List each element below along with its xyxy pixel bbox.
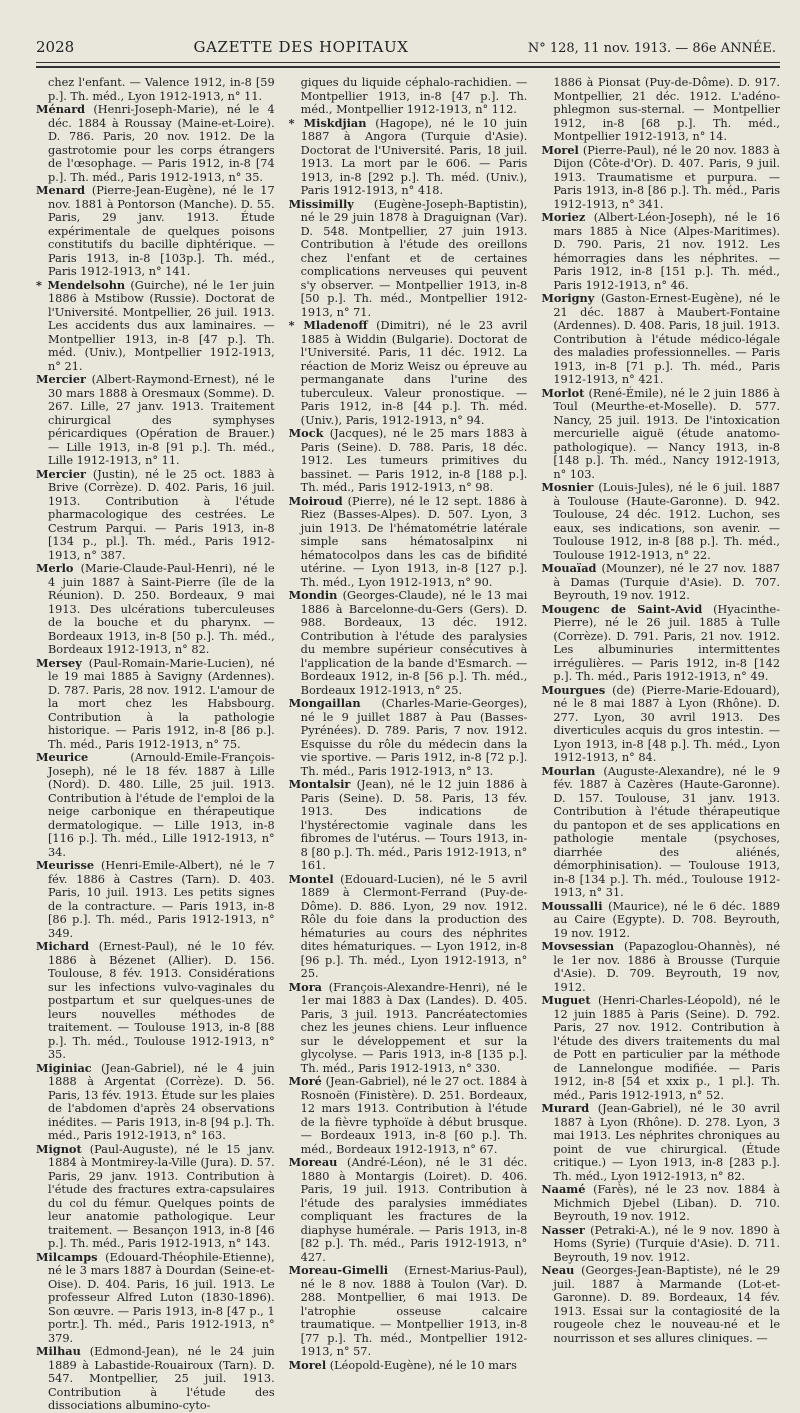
thesis-entry [541, 684, 780, 765]
author-name: Mondin [288, 588, 338, 602]
author-name: Moriez [541, 210, 586, 224]
thesis-entry [541, 562, 780, 603]
thesis-entry [541, 765, 780, 900]
author-name: Montel [288, 871, 334, 886]
author-name: Moiroud [288, 493, 343, 508]
entry-text: (Edmond-Jean), né le 24 juin 1889 à Labastide-Rouairoux (Tarn). D. 547. Montpellier, 25 juil. 1913. Contribution à l'étude des dissociations albumino-cyto- [48, 1345, 275, 1412]
entry-text: (Jacques), né le 25 mars 1883 à Paris (Seine). D. 788. Paris, 18 déc. 1912. Les tumeurs primitives du bassinet. — Paris 1912, in-8 [188 p.]. Th. méd., Paris 1912-1913, n° 98. [300, 427, 528, 494]
entry-text: (Petraki-A.), né le 9 nov. 1890 à Homs (Syrie) (Turquie d'Asie). D. 711. Beyrouth, 19 nov. 1912. [553, 1223, 781, 1264]
entry-text: (Georges-Jean-Baptiste), né le 29 juil. 1887 à Marmande (Lot-et-Garonne). D. 89. Bordeaux, 14 fév. 1913. Essai sur la contagiosité de la rougeole chez le nouveau-né et le nourrisson et ses allures cliniques. — [553, 1264, 781, 1345]
author-name: Neau [541, 1263, 575, 1277]
thesis-entry [541, 387, 780, 482]
thesis-entry [289, 1264, 528, 1359]
page-header [36, 38, 776, 60]
thesis-entry [289, 1156, 528, 1264]
thesis-entry [36, 657, 275, 752]
author-name: Moreau [288, 1155, 338, 1169]
thesis-entry [289, 1359, 528, 1373]
entry-text: (Georges-Claude), né le 13 mai 1886 à Barcelonne-du-Gers (Gers). D. 988. Bordeaux, 13 déc. 1912. Contribution à l'étude des paralysies du membre supérieur consécutives à l'application de la bande d'Esmarch. — Bordeaux 1912, in-8 [56 p.]. Th. méd., Bordeaux 1912-1913, n° 25. [300, 589, 528, 697]
thesis-entry [36, 859, 275, 940]
entry-text: (de) (Pierre-Marie-Edouard), né le 8 mai 1887 à Lyon (Rhône). D. 277. Lyon, 30 avril 1913. Des diverticules acquis du gros intestin. — Lyon 1913, in-8 [48 p.]. Th. méd., Lyon 1912-1913, n° 84. [553, 683, 781, 764]
journal-title: GAZETTE DES HOPITAUX [193, 38, 409, 56]
column-2 [288, 76, 528, 1372]
thesis-entry [541, 481, 780, 562]
entry-text: (Henri-Emile-Albert), né le 7 fév. 1886 à Castres (Tarn). D. 403. Paris, 10 juil. 1913. Les petits signes de la contracture. — Paris 1913, in-8 [86 p.]. Th. méd., Paris 1912-1913, n° 349. [48, 859, 275, 940]
author-name: Murard [541, 1101, 590, 1115]
entry-text: chez l'enfant. — Valence 1912, in-8 [59 p.]. Th. méd., Lyon 1912-1913, n° 11. [48, 76, 275, 103]
author-name: Moreau-Gimelli [288, 1263, 389, 1277]
thesis-entry [36, 1062, 275, 1143]
entry-text: (Henri-Charles-Léopold), né le 12 juin 1885 à Paris (Seine). D. 792. Paris, 27 nov. 1912. Contribution à l'étude des divers traitements du mal de Pott en particulier par la méthode de Lannelongue modifiée. — Paris 1912, in-8 [54 et xxix p., 1 pl.]. Th. méd., Paris 1912-1913, n° 52. [553, 994, 781, 1102]
author-name: Merlo [36, 561, 74, 575]
entry-text: (Edouard-Théophile-Etienne), né le 3 mars 1887 à Dourdan (Seine-et-Oise). D. 404. Paris, 16 juil. 1913. Le professeur Alfred Luton (1830-1896). Son œuvre. — Paris 1913, in-8 [47 p., 1 portr.]. Th. méd., Paris 1912-1913, n° 379. [48, 1250, 275, 1345]
column-3 [541, 76, 781, 1345]
author-name: Missimilly [288, 196, 354, 211]
thesis-entry [36, 76, 275, 103]
author-name: Morigny [541, 291, 595, 305]
thesis-entry [541, 292, 780, 387]
thesis-entry [289, 697, 528, 778]
thesis-entry [36, 184, 275, 279]
author-name: Milcamps [36, 1249, 98, 1264]
entry-text: (Dimitri), né le 23 avril 1885 à Widdin (Bulgarie). Doctorat de l'Université. Paris, 11 déc. 1912. La réaction de Moriz Weisz ou épreuve au permanganate dans l'urine des tuberculeux. Valeur pronostique. — Paris 1912, in-8 [44 p.]. Th. méd. (Univ.), Paris, 1912-1913, n° 94. [300, 319, 528, 427]
entry-text: (Eugène-Joseph-Baptistin), né le 29 juin 1878 à Draguignan (Var). D. 548. Montpellier, 27 juin 1913. Contribution à l'étude des oreillons chez l'enfant et de certaines complications nerveuses qui peuvent s'y observer. — Montpellier 1913, in-8 [50 p.]. Th. méd., Montpellier 1912-1913, n° 71. [300, 197, 528, 319]
entry-text: (Guirche), né le 1er juin 1886 à Mstibow (Russie). Doctorat de l'Université. Montpellier, 26 juil. 1913. Les accidents dus aux laminaires. — Montpellier 1913, in-8 [47 p.]. Th. méd. (Univ.), Montpellier 1912-1913, n° 21. [48, 278, 275, 373]
thesis-entry [289, 873, 528, 981]
thesis-entry [289, 778, 528, 873]
entry-text: (Arnould-Emile-François-Joseph), né le 18 fév. 1887 à Lille (Nord). D. 480. Lille, 25 juil. 1913. Contribution à l'étude de l'emploi de la neige carbonique en thérapeutique dermatologique. — Lille 1913, in-8 [116 p.]. Th. méd., Lille 1912-1913, n° 34. [48, 751, 275, 859]
author-name: Mercier [36, 372, 86, 386]
entry-text: (Paul-Auguste), né le 15 janv. 1884 à Montmirey-la-Ville (Jura). D. 57. Paris, 29 janv. 1913. Contribution à l'étude des fractures extra-capsulaires du col du fémur. Quelques points de leur anatomie pathologique. Leur traitement. — Besançon 1913, in-8 [46 p.]. Th. méd., Paris 1912-1913, n° 143. [48, 1142, 275, 1250]
author-name: * Mladenoff [288, 318, 368, 332]
entry-text: (Ernest-Paul), né le 10 fév. 1886 à Bézenet (Allier). D. 156. Toulouse, 8 fév. 1913. Considérations sur les infections vulvo-vaginales du postpartum et sur quelques-unes de leurs nouvelles méthodes de traitement. — Toulouse 1913, in-8 [88 p.]. Th. méd., Toulouse 1912-1913, n° 35. [48, 940, 275, 1061]
thesis-entry [541, 940, 780, 994]
entry-text: (Henri-Joseph-Marie), né le 4 déc. 1884 à Roussay (Maine-et-Loire). D. 786. Paris, 20 nov. 1912. De la gastrotomie pour les corps étrangers de l'œsophage. — Paris 1912, in-8 [74 p.]. Th. méd., Paris 1912-1913, n° 35. [48, 103, 275, 184]
entry-text: (Maurice), né le 6 déc. 1889 au Caire (Egypte). D. 708. Beyrouth, 19 nov. 1912. [553, 899, 781, 940]
thesis-entry [36, 103, 275, 184]
thesis-entry [36, 940, 275, 1062]
entry-text: (Jean-Gabriel), né le 30 avril 1887 à Lyon (Rhône). D. 278. Lyon, 3 mai 1913. Les néphrites chroniques au point de vue chirurgical. (Étude critique.) — Lyon 1913, in-8 [283 p.]. Th. méd., Lyon 1912-1913, n° 82. [553, 1102, 781, 1183]
author-name: Morel [288, 1357, 327, 1372]
page-number: 2028 [36, 38, 75, 56]
thesis-entry [289, 198, 528, 320]
entry-text: (Pierre-Paul), né le 20 nov. 1883 à Dijon (Côte-d'Or). D. 407. Paris, 9 juil. 1913. Traumatisme et purpura. — Paris 1913, in-8 [86 p.]. Th. méd., Paris 1912-1913, n° 341. [553, 143, 781, 211]
author-name: Moussalli [541, 898, 603, 913]
thesis-entry [36, 279, 275, 374]
entry-text: (Pierre-Jean-Eugène), né le 17 nov. 1881 à Pontorson (Manche). D. 55. Paris, 29 janv. 1913. Étude expérimentale de quelques poisons constitutifs du bacille diphtérique. — Paris 1913, in-8 [103p.]. Th. méd., Paris 1912-1913, n° 141. [48, 184, 275, 278]
thesis-entry [36, 468, 275, 563]
thesis-entry [289, 117, 528, 198]
author-name: Mourlan [541, 763, 596, 778]
entry-text: (Papazoglou-Ohannès), né le 1er nov. 1886 à Brousse (Turquie d'Asie). D. 709. Beyrouth, 19 nov, 1912. [553, 940, 781, 994]
thesis-entry [36, 562, 275, 657]
thesis-entry [289, 981, 528, 1076]
author-name: Menard [36, 183, 86, 197]
thesis-entry [541, 1102, 780, 1183]
author-name: Morlot [541, 385, 585, 400]
entry-text: (Jean), né le 12 juin 1886 à Paris (Seine). D. 58. Paris, 13 fév. 1913. Des indications de l'hystérectomie vaginale dans les fibromes de l'utérus. — Tours 1913, in-8 [80 p.]. Th. méd., Paris 1912-1913, n° 161. [300, 778, 528, 872]
thesis-entry [289, 319, 528, 427]
author-name: Mignot [36, 1141, 82, 1156]
thesis-entry [541, 1264, 780, 1345]
thesis-entry [541, 1224, 780, 1265]
entry-text: (Ernest-Marius-Paul), né le 8 nov. 1888 à Toulon (Var). D. 288. Montpellier, 6 mai 1913. De l'atrophie osseuse calcaire traumatique. — Montpellier 1913, in-8 [77 p.]. Th. méd., Montpellier 1912-1913, n° 57. [300, 1264, 528, 1358]
author-name: Muguet [541, 993, 591, 1007]
entry-text: (Jean-Gabriel), né le 4 juin 1888 à Argentat (Corrèze). D. 56. Paris, 13 fév. 1913. Étude sur les plaies de l'abdomen d'après 24 observations inédites. — Paris 1913, in-8 [94 p.]. Th. méd., Paris 1912-1913, n° 163. [48, 1061, 275, 1142]
author-name: Mosnier [541, 480, 594, 494]
author-name: Mora [288, 979, 322, 994]
thesis-entry [541, 994, 780, 1102]
author-name: Ménard [36, 102, 86, 116]
thesis-entry [541, 144, 780, 212]
entry-text: (Charles-Marie-Georges), né le 9 juillet 1887 à Pau (Basses-Pyrénées). D. 789. Paris, 7 nov. 1912. Esquisse du rôle du médecin dans la vie sportive. — Paris 1912, in-8 [72 p.]. Th. méd., Paris 1912-1913, n° 13. [300, 697, 528, 778]
entry-text: (André-Léon), né le 31 déc. 1880 à Montargis (Loiret). D. 406. Paris, 19 juil. 1913. Contribution à l'étude des paralysies immédiates compliquant les fractures de la diaphyse humérale. — Paris 1913, in-8 [82 p.]. Th. méd., Paris 1912-1913, n° 427. [300, 1156, 528, 1264]
thesis-entry [36, 373, 275, 468]
author-name: Mongaillan [288, 696, 361, 710]
author-name: Milhau [36, 1344, 81, 1358]
thesis-entry [36, 751, 275, 859]
author-name: Nasser [541, 1222, 585, 1237]
column-1 [36, 76, 275, 1412]
entry-text: (Hagope), né le 10 juin 1887 à Angora (Turquie d'Asie). Doctorat de l'Université. Paris, 18 juil. 1913. La mort par le 606. — Paris 1913, in-8 [292 p.]. Th. méd. (Univ.), Paris 1912-1913, n° 418. [300, 116, 528, 197]
text-columns [36, 76, 781, 1412]
author-name: Mourgues [541, 682, 606, 697]
thesis-entry [289, 589, 528, 697]
entry-text: (Farès), né le 23 nov. 1884 à Michmich Djebel (Liban). D. 710. Beyrouth, 19 nov. 1912. [553, 1183, 781, 1223]
entry-text: (Marie-Claude-Paul-Henri), né le 4 juin 1887 à Saint-Pierre (île de la Réunion). D. 250. Bordeaux, 9 mai 1913. Des ulcérations tuberculeuses de la bouche et du pharynx. — Bordeaux 1913, in-8 [50 p.]. Th. méd., Bordeaux 1912-1913, n° 82. [48, 562, 275, 656]
author-name: Mock [288, 426, 324, 440]
entry-text: (Louis-Jules), né le 6 juil. 1887 à Toulouse (Haute-Garonne). D. 942. Toulouse, 24 déc. 1912. Luchon, ses eaux, ses indications, son avenir. — Toulouse 1912, in-8 [88 p.]. Th. méd., Toulouse 1912-1913, n° 22. [553, 481, 781, 562]
entry-text: (Hyacinthe-Pierre), né le 26 juil. 1885 à Tulle (Corrèze). D. 791. Paris, 21 nov. 1912. Les albuminuries intermittentes irrégulières. — Paris 1912, in-8 [142 p.]. Th. méd., Paris 1912-1913, n° 49. [553, 602, 781, 683]
author-name: * Miskdjian [288, 115, 367, 130]
entry-text: 1886 à Pionsat (Puy-de-Dôme). D. 917. Montpellier, 21 déc. 1912. L'adéno-phlegmon sus-sternal. — Montpellier 1912, in-8 [68 p.]. Th. méd., Montpellier 1912-1913, n° 14. [553, 76, 781, 143]
thesis-entry [289, 1075, 528, 1156]
thesis-entry [36, 1143, 275, 1251]
author-name: Mougenc de Saint-Avid [541, 601, 703, 616]
issue-info: N° 128, 11 nov. 1913. — 86e ANNÉE. [527, 41, 776, 56]
entry-text: (Albert-Léon-Joseph), né le 16 mars 1885 à Nice (Alpes-Maritimes). D. 790. Paris, 21 nov. 1912. Les hémorragies dans les néphrites. — Paris 1912, in-8 [151 p.]. Th. méd., Paris 1912-1913, n° 46. [553, 211, 781, 292]
thesis-entry [541, 603, 780, 684]
entry-text: giques du liquide céphalo-rachidien. — Montpellier 1913, in-8 [47 p.]. Th. méd., Montpellier 1912-1913, n° 112. [300, 76, 528, 116]
author-name: Mercier [36, 466, 86, 481]
author-name: Movsessian [541, 939, 615, 953]
author-name: * Mendelsohn [36, 277, 126, 292]
entry-text: (Albert-Raymond-Ernest), né le 30 mars 1888 à Oresmaux (Somme). D. 267. Lille, 27 janv. 1913. Traitement chirurgical des symphyses péricardiques (Opération de Brauer.) — Lille 1913, in-8 [91 p.]. Th. méd., Lille 1912-1913, n° 11. [48, 373, 275, 467]
author-name: Mersey [36, 655, 82, 670]
header-rule-thick [36, 66, 780, 68]
entry-text: (René-Émile), né le 2 juin 1886 à Toul (Meurthe-et-Moselle). D. 577. Nancy, 25 juil. 1913. De l'intoxication mercurielle aiguë (étude anatomo-pathologique). — Nancy 1913, in-8 [148 p.]. Th. méd., Nancy 1912-1913, n° 103. [553, 386, 781, 481]
entry-text: (Mounzer), né le 27 nov. 1887 à Damas (Turquie d'Asie). D. 707. Beyrouth, 19 nov. 1912. [553, 562, 781, 602]
thesis-entry [541, 76, 780, 144]
entry-text: (Jean-Gabriel), né le 27 oct. 1884 à Rosnoën (Finistère). D. 251. Bordeaux, 12 mars 1913. Contribution à l'étude de la fièvre typhoïde à début brusque. — Bordeaux 1913, in-8 [60 p.]. Th. méd., Bordeaux 1912-1913, n° 67. [300, 1075, 528, 1156]
thesis-entry [36, 1345, 275, 1413]
thesis-entry [541, 1183, 780, 1224]
entry-text: (Gaston-Ernest-Eugène), né le 21 déc. 1887 à Maubert-Fontaine (Ardennes). D. 408. Paris, 18 juil. 1913. Contribution à l'étude médico-légale des maladies professionnelles. — Paris 1913, in-8 [71 p.]. Th. méd., Paris 1912-1913, n° 421. [553, 292, 781, 386]
entry-text: (Edouard-Lucien), né le 5 avril 1889 à Clermont-Ferrand (Puy-de-Dôme). D. 886. Lyon, 29 nov. 1912. Rôle du foie dans la production des hématuries au cours des néphrites dites hématuriques. — Lyon 1912, in-8 [96 p.]. Th. méd., Lyon 1912-1913, n° 25. [300, 872, 528, 980]
entry-text: (Léopold-Eugène), né le 10 mars [329, 1358, 517, 1372]
thesis-entry [541, 211, 780, 292]
author-name: Naamé [541, 1182, 586, 1196]
entry-text: (Justin), né le 25 oct. 1883 à Brive (Corrèze). D. 402. Paris, 16 juil. 1913. Contribution à l'étude pharmacologique des cestrées. Le Cestrum Parqui. — Paris 1913, in-8 [134 p., pl.]. Th. méd., Paris 1912-1913, n° 387. [48, 467, 275, 562]
entry-text: (Auguste-Alexandre), né le 9 fév. 1887 à Cazères (Haute-Garonne). D. 157. Toulouse, 31 janv. 1913. Contribution à l'étude thérapeutique du pantopon et de ses applications en pathologie mentale (psychoses, diarrhée des aliénés, démorphinisation). — Toulouse 1913, in-8 [134 p.]. Th. méd., Toulouse 1912-1913, n° 31. [553, 764, 781, 899]
entry-text: (Pierre), né le 12 sept. 1886 à Riez (Basses-Alpes). D. 507. Lyon, 3 juin 1913. De l'hématométrie latérale simple sans hématosalpinx ni hématocolpos dans les cas de bifidité utérine. — Lyon 1913, in-8 [127 p.]. Th. méd., Lyon 1912-1913, n° 90. [300, 494, 528, 589]
author-name: Michard [36, 939, 90, 953]
header-rule [36, 62, 780, 63]
entry-text: (Paul-Romain-Marie-Lucien), né le 19 mai 1885 à Savigny (Ardennes). D. 787. Paris, 28 nov. 1912. L'amour de la mort chez les Habsbourg. Contribution à la pathologie historique. — Paris 1912, in-8 [86 p.]. Th. méd., Paris 1912-1913, n° 75. [48, 656, 275, 751]
entry-text: (François-Alexandre-Henri), né le 1er mai 1883 à Dax (Landes). D. 405. Paris, 3 juil. 1913. Pancréatectomies chez les jeunes chiens. Leur influence sur le développement et sur la glycolyse. — Paris 1913, in-8 [135 p.]. Th. méd., Paris 1912-1913, n° 330. [300, 980, 528, 1075]
thesis-entry [541, 900, 780, 941]
author-name: Meurisse [36, 858, 95, 872]
author-name: Moré [288, 1074, 322, 1088]
author-name: Montalsir [288, 777, 351, 791]
author-name: Morel [541, 142, 579, 157]
author-name: Mouaïad [541, 561, 597, 575]
author-name: Miginiac [36, 1060, 92, 1075]
thesis-entry [289, 495, 528, 590]
author-name: Meurice [36, 750, 89, 764]
thesis-entry [289, 76, 528, 117]
thesis-entry [289, 427, 528, 495]
thesis-entry [36, 1251, 275, 1346]
